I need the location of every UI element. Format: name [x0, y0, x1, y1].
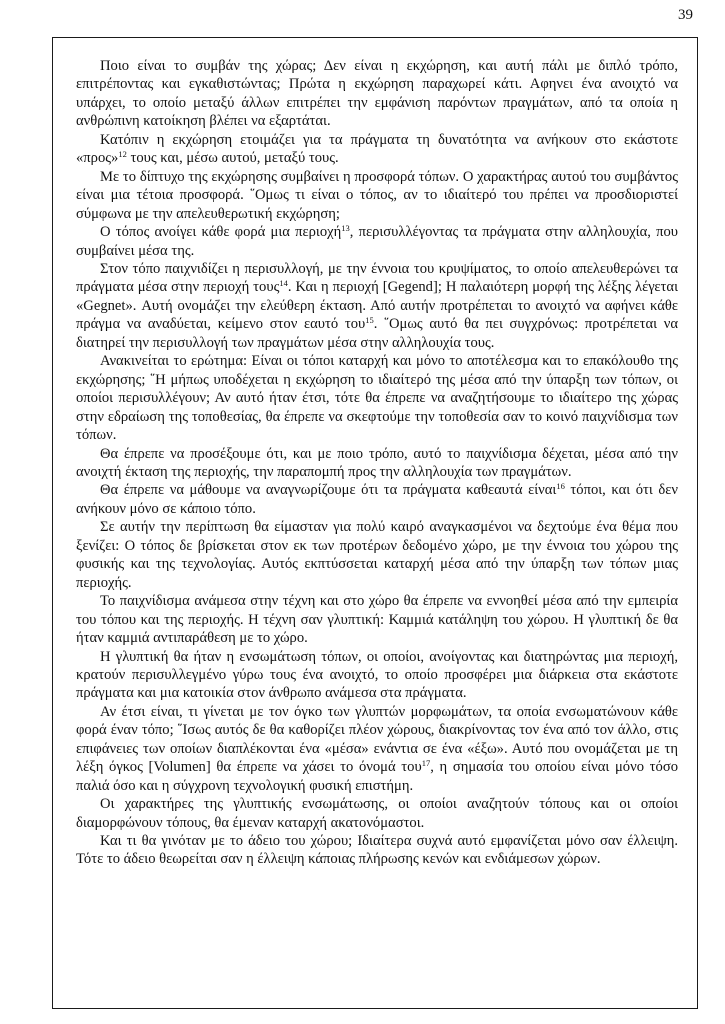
- paragraph: [76, 592, 678, 647]
- paragraph-text: Με το δίπτυχο της εκχώρησης συμβαίνει η προσφορά τόπων. Ο χαρακτήρας αυτού του συμβάντος είναι μια τέτοια προσφορά. ῞Ομως τι είναι ο τόπος, αν το ιδιαίτερό του πρέπει να προσδιοριστεί σύμφωνα με την απελευθερωτική εκχώρηση;: [76, 168, 678, 222]
- paragraph-text: Ο τόπος ανοίγει κάθε φορά μια περιοχή: [100, 224, 342, 241]
- paragraph-text: Το παιχνίδισμα ανάμεσα στην τέχνη και στο χώρο θα έπρεπε να εννοηθεί μέσα από την εμπειρία του τόπου και της περιοχής. Η τέχνη σαν γλυπτική: Καμμιά κατάληψη του χώρου. Η γλυπτική δε θα ήταν καμμιά αντιπαράθεση με το χώρο.: [76, 593, 678, 647]
- paragraph: [76, 795, 678, 832]
- footnote-marker: 12: [118, 149, 127, 160]
- paragraph-text: Η γλυπτική θα ήταν η ενσωμάτωση τόπων, οι οποίοι, ανοίγοντας και διατηρώντας μια περιοχή, κρατούν περισυλλεγμένο γύρω τους ένα ανοιχτό, το οποίο προσφέρει μια διάρκεια στα εκάστοτε πράγματα και μια κατοικία στον άνθρωπο ανάμεσα στα πράγματα.: [76, 648, 678, 702]
- paragraph: [76, 832, 678, 869]
- footnote-marker: 16: [556, 481, 565, 492]
- paragraph-text: Οι χαρακτήρες της γλυπτικής ενσωμάτωσης, οι οποίοι αναζητούν τόπους και οι οποίοι διαμορφώνουν τόπους, θα έμεναν καταρχή ακατονόμαστοι.: [76, 796, 678, 831]
- paragraph-text: Και τι θα γινόταν με το άδειο του χώρου; Ιδιαίτερα συχνά αυτό εμφανίζεται μόνο σαν έλλειψη. Τότε το άδειο θεωρείται σαν η έλλειψη κάποιας πλήρωσης κενών και ενδιάμεσων χώρων.: [76, 833, 678, 868]
- paragraph: [76, 131, 678, 168]
- paragraph: [76, 481, 678, 518]
- paragraph-text: τους και, μέσω αυτού, μεταξύ τους.: [126, 150, 339, 167]
- paragraph: [76, 648, 678, 703]
- paragraph: [76, 223, 678, 260]
- paragraph-text: , η σημασία του οποίου είναι μόνο τόσο παλιά όσο και η σύγχρονη τεχνολογική φυσική επιστήμη.: [76, 759, 678, 794]
- page-number: 39: [678, 7, 693, 23]
- footnote-marker: 14: [279, 278, 288, 289]
- footnote-marker: 17: [421, 758, 431, 769]
- paragraph-text: Στον τόπο παιχνιδίζει η περισυλλογή, με την έννοια του κρυψίματος, το οποίο απελευθερώνει τα πράγματα μέσα στην περιοχή τους: [76, 260, 678, 296]
- paragraph-text: τόποι, και ότι δεν ανήκουν μόνο σε κάποιο τόπο.: [76, 482, 679, 517]
- paragraph: [76, 168, 678, 223]
- paragraph-text: Σε αυτήν την περίπτωση θα είμασταν για πολύ καιρό αναγκασμένοι να δεχτούμε ένα θέμα που ξενίζει: Ο τόπος δε βρίσκεται στον εκ των προτέρων δεδομένο χώρο, με την έννοια του χώρου της φυσικής και της τεχνολογίας. Αυτός εκπτύσσεται καταρχή μέσα από την ύπαρξη των τόπων μιας περιοχής.: [76, 519, 678, 591]
- footnote-marker: 15: [365, 315, 374, 326]
- body-text: [76, 57, 678, 869]
- paragraph: [76, 703, 678, 795]
- paragraph-text: . ῞Ομως αυτό θα πει συγχρόνως: προτρέπεται να διατηρεί την περισυλλογή των πραγμάτων μέσα στην αλληλουχία τους.: [76, 316, 678, 351]
- paragraph-text: Ποιο είναι το συμβάν της χώρας; Δεν είναι η εκχώρηση, και αυτή πάλι με διπλό τρόπο, επιτρέποντας και εγκαθιστώντας; Πρώτα η εκχώρηση παραχωρεί κάτι. Αφηνει ένα ανοιχτό να υπάρχει, το οποίο μεταξύ άλλων επιτρέπει την εμφάνιση παρόντων πραγμάτων, από τα οποία η ανθρώπινη κατοίκηση βλέπει να εξαρτάται.: [76, 58, 678, 130]
- paragraph-text: Ανακινείται το ερώτημα: Είναι οι τόποι καταρχή και μόνο το αποτέλεσμα και το επακόλουθο της εκχώρησης; ῞Η μήπως υποδέχεται η εκχώρηση το ιδιαίτερό της μέσα από την ύπαρξη των τόπων, οι οποίοι περισυλλέγουν; Αν αυτό ήταν έτσι, τότε θα έπρεπε να αναζητήσουμε το ιδιαίτερο της χώρας στην εδραίωση της τοποθεσίας, θα έπρεπε να σκεφτούμε την τοποθεσία σαν το κοινό παιχνίδισμα των τόπων.: [76, 353, 678, 444]
- paragraph: [76, 445, 678, 482]
- paragraph: [76, 260, 678, 352]
- paragraph: [76, 518, 678, 592]
- paragraph-text: Αν έτσι είναι, τι γίνεται με τον όγκο των γλυπτών μορφωμάτων, τα οποία ενσωματώνουν κάθε φορά έναν τόπο; ῞Ισως αυτός δε θα καθορίζει πλέον χώρους, διακρίνοντας τον ένα από τον άλλο, στις επιφάνειες των οποίων διαπλέκονται ένα «μέσα» ενάντια σε ένα «έξω». Αυτό που ονομάζεται με τη λέξη όγκος [Volumen] θα έπρεπε να χάσει το όνομά του: [76, 703, 678, 776]
- paragraph-text: Θα έπρεπε να μάθουμε να αναγνωρίζουμε ότι τα πράγματα καθεαυτά είναι: [100, 482, 557, 499]
- paragraph-text: Θα έπρεπε να προσέξουμε ότι, και με ποιο τρόπο, αυτό το παιχνίδισμα δέχεται, μέσα από την ανοιχτή έκταση της περιοχής, την παραπομπή προς την αλληλουχία των πραγμάτων.: [76, 445, 678, 480]
- footnote-marker: 13: [341, 223, 350, 234]
- paragraph-text: , περισυλλέγοντας τα πράγματα στην αλληλουχία, που συμβαίνει μέσα της.: [76, 224, 678, 259]
- paragraph: [76, 57, 678, 131]
- paragraph: [76, 352, 678, 444]
- paragraph-text: . Και η περιοχή [Gegend]; Η παλαιότερη μορφή της λέξης λέγεται «Gegnet». Αυτή ονομάζει την ελεύθερη έκταση. Από αυτήν προτρέπεται το ανοιχτό να αφήνει κάθε πράγμα να αναδύεται, κείμενο στον εαυτό του: [76, 279, 678, 333]
- paragraph-text: Κατόπιν η εκχώρηση ετοιμάζει για τα πράγματα τη δυνατότητα να ανήκουν στο εκάστοτε «προς»: [76, 131, 678, 167]
